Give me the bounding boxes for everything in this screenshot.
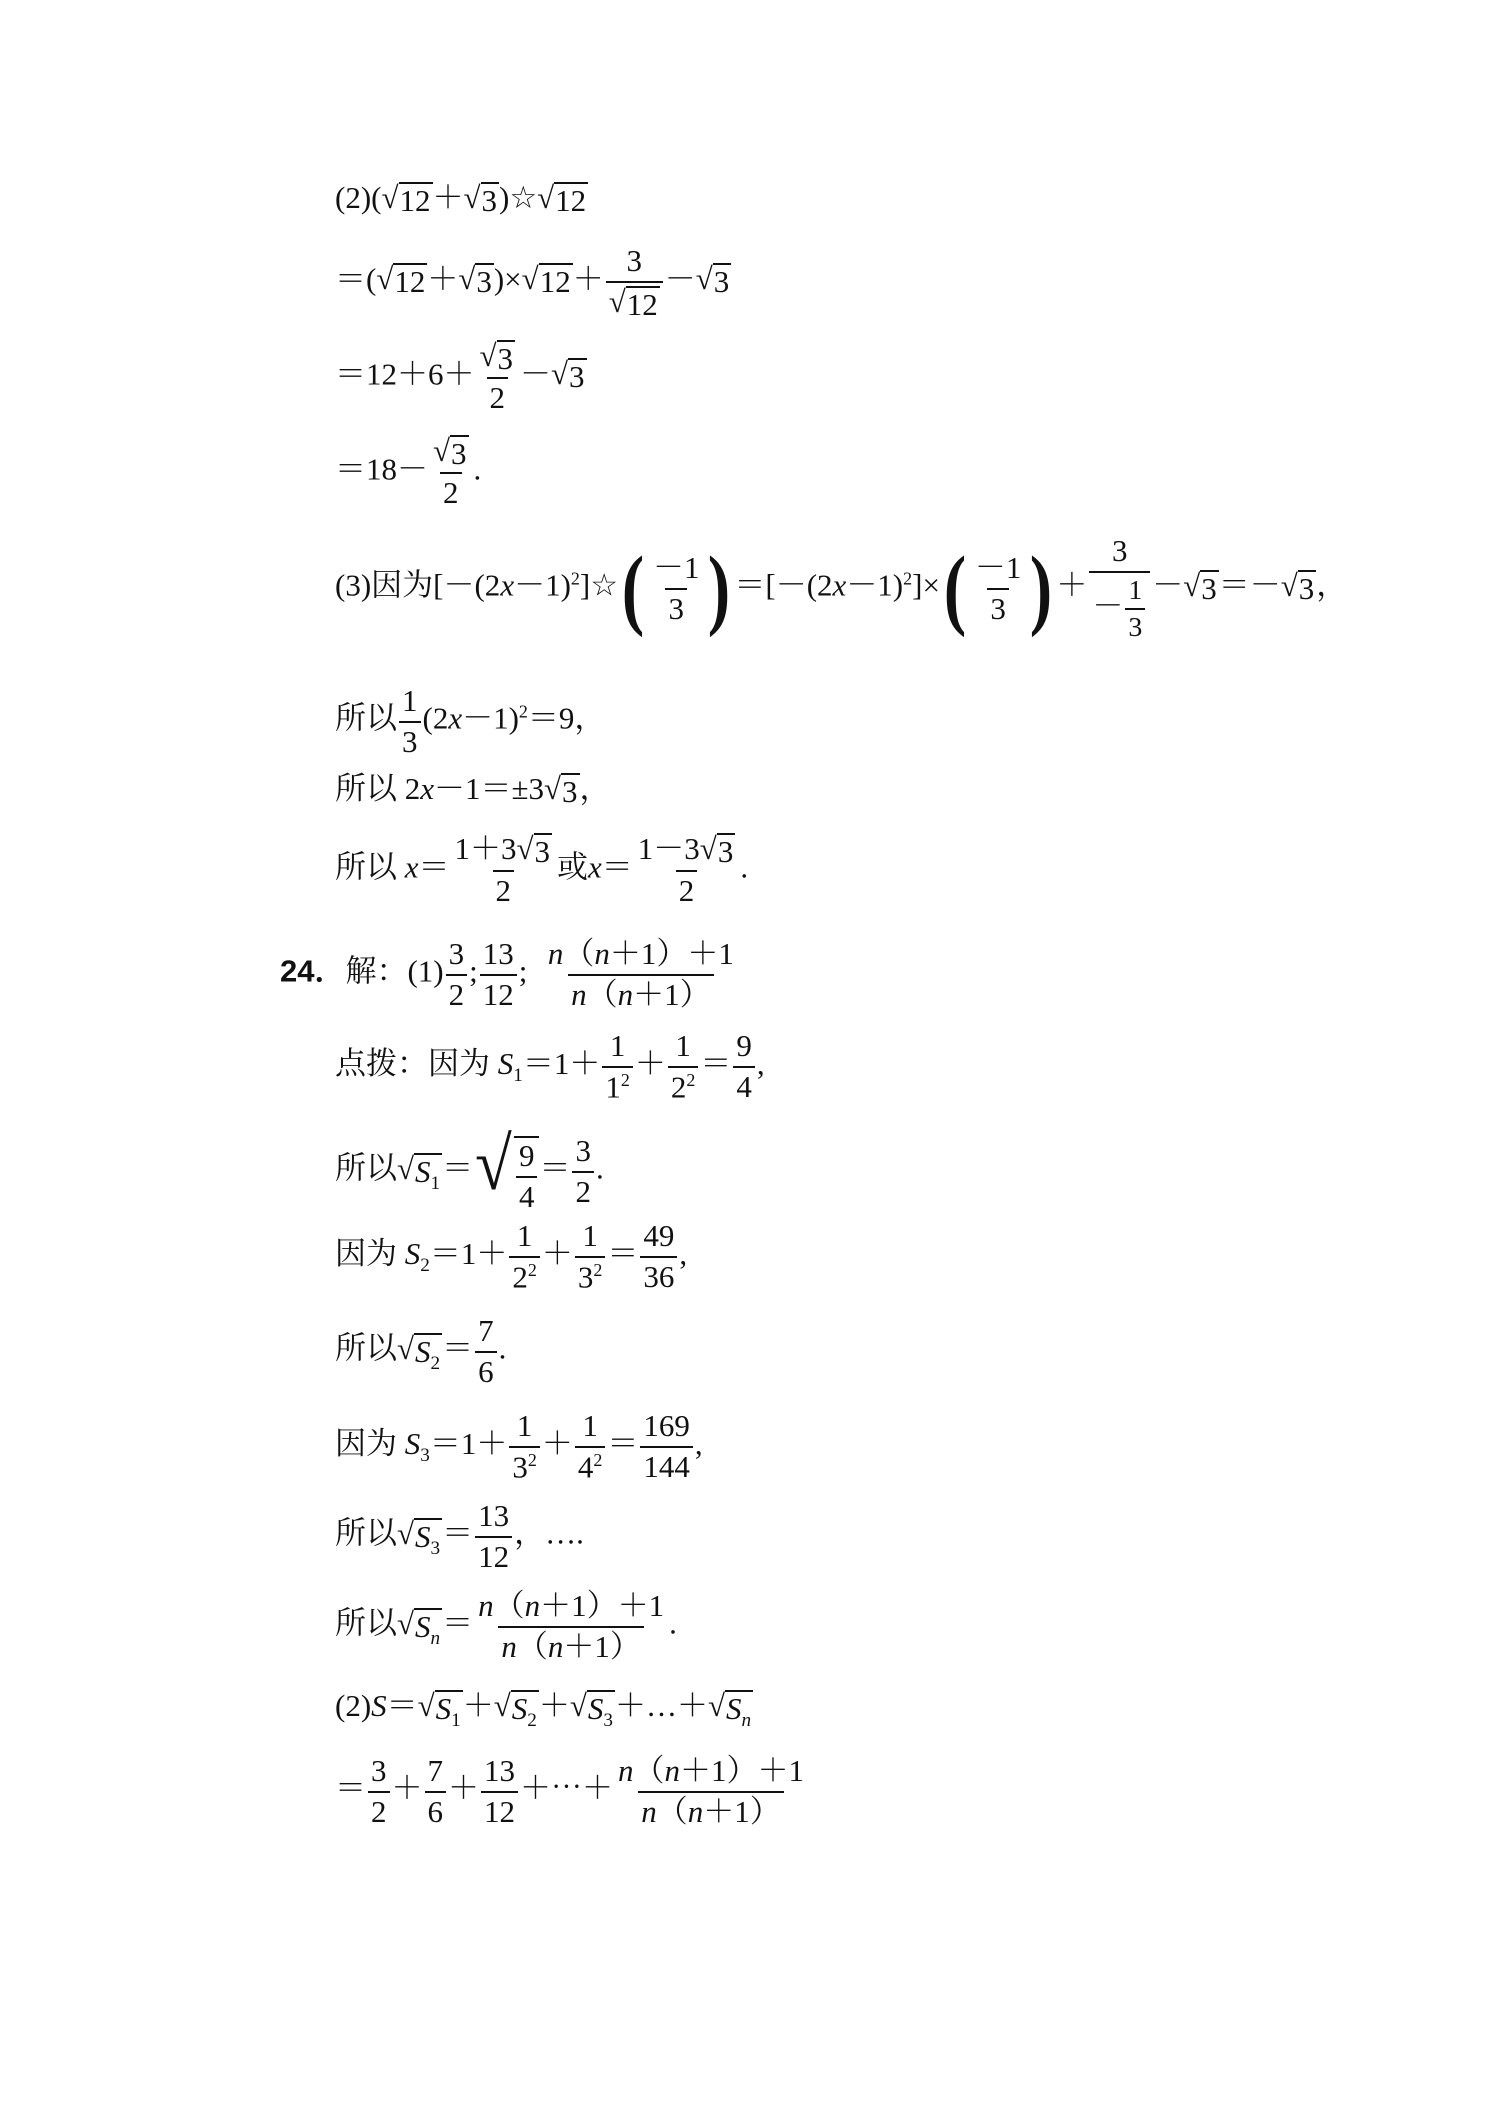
line-part2-sum: (2)S＝ √ $S_1$ ＋ √ $S_2$ ＋ √ $S_3$ ＋…＋ √ $S_n$: [335, 1688, 752, 1732]
line-sqrt-s2: 所以 √ $S_2$ ＝ $\frac{7}{6}$ .: [335, 1313, 507, 1389]
fraction: √ 3 2: [433, 433, 467, 510]
label-part-2: (2): [335, 180, 372, 215]
line-p2-step2: ＝12＋6＋ √ 3 2 － √ 3: [335, 338, 585, 415]
fraction: √ 3 2: [479, 338, 514, 415]
line-part2-expand: ＝ $\frac{3}{2}$ ＋ $\frac{7}{6}$ ＋ $\frac{13}{12}$ ＋⋯＋ $\frac{n(n+1)+1}{n(n+1)}$: [335, 1753, 804, 1829]
line-sqrt-sn: 所以 √ $S_n$ ＝ $\frac{n(n+1)+1}{n(n+1)}$ .: [335, 1588, 677, 1664]
line-p2-step1: ＝( √ 12 ＋ √ 3 )× √ 12 ＋ 3 √ 12 － √ 3: [335, 243, 730, 322]
line-p3-step2: 所以 2x－1＝±3 √ 3 ，: [335, 771, 611, 809]
sqrt-3: √ 3: [463, 180, 498, 218]
sqrt-12: √ 12: [537, 180, 587, 218]
line-p2-result: ＝18－ √ 3 2 .: [335, 433, 482, 510]
line-p3-step1: 所以 $\frac{1}{3}$ $(2x-1)^2=9$，: [335, 683, 606, 759]
line-s2: 因为 $S_2=1+$ $\frac{1}{2^2}$ ＋ $\frac{1}{3^2}$ ＝ $\frac{49}{36}$ ,: [335, 1218, 688, 1294]
line-p3-result: 所以 x＝ 1＋3 √ 3 2 或x＝ 1－3 √ 3 2 .: [335, 831, 749, 908]
problem-number: 24: [280, 953, 315, 989]
left-bracket: (: [621, 538, 645, 638]
fraction: 3 √ 12: [606, 245, 663, 320]
line-p3-expression: (3)因为$[-(2x-1)^2]☆$( $\frac{-1}{3}$ ) $=[-(2x-1)^2]\times$( $\frac{-1}{3}$ ) ＋ 3 － $\frac{1}{3}$ － √ 3 ＝－ √ 3 ，: [335, 533, 1348, 643]
line-sqrt-s3: 所以 √ $S_3$ ＝ $\frac{13}{12}$ ，….: [335, 1498, 584, 1574]
right-bracket: ): [708, 538, 731, 638]
line-p2-expression: (2)( √ 12 ＋ √ 3 )☆ √ 12: [335, 180, 587, 218]
sqrt-12: √ 12: [381, 180, 431, 218]
label-part-3: (3)因为: [335, 567, 434, 603]
line-24-answer: 24．解：(1) $\frac{3}{2}$ ; $\frac{13}{12}$ ; $\frac{n(n+1)+1}{n(n+1)}$: [280, 936, 734, 1012]
fraction: 3 － $\frac{1}{3}$: [1089, 535, 1150, 642]
line-hint-s1: 点拨：因为 $S_1=1+$ $\frac{1}{1^2}$ ＋ $\frac{1}{2^2}$ ＝ $\frac{9}{4}$ ,: [335, 1028, 765, 1104]
line-s3: 因为 $S_3=1+$ $\frac{1}{3^2}$ ＋ $\frac{1}{4^2}$ ＝ $\frac{169}{144}$ ,: [335, 1408, 703, 1484]
line-sqrt-s1: 所以 √ $S_1$ ＝ √ $\frac{9}{4}$ ＝ $\frac{3}{2}$ .: [335, 1124, 604, 1214]
